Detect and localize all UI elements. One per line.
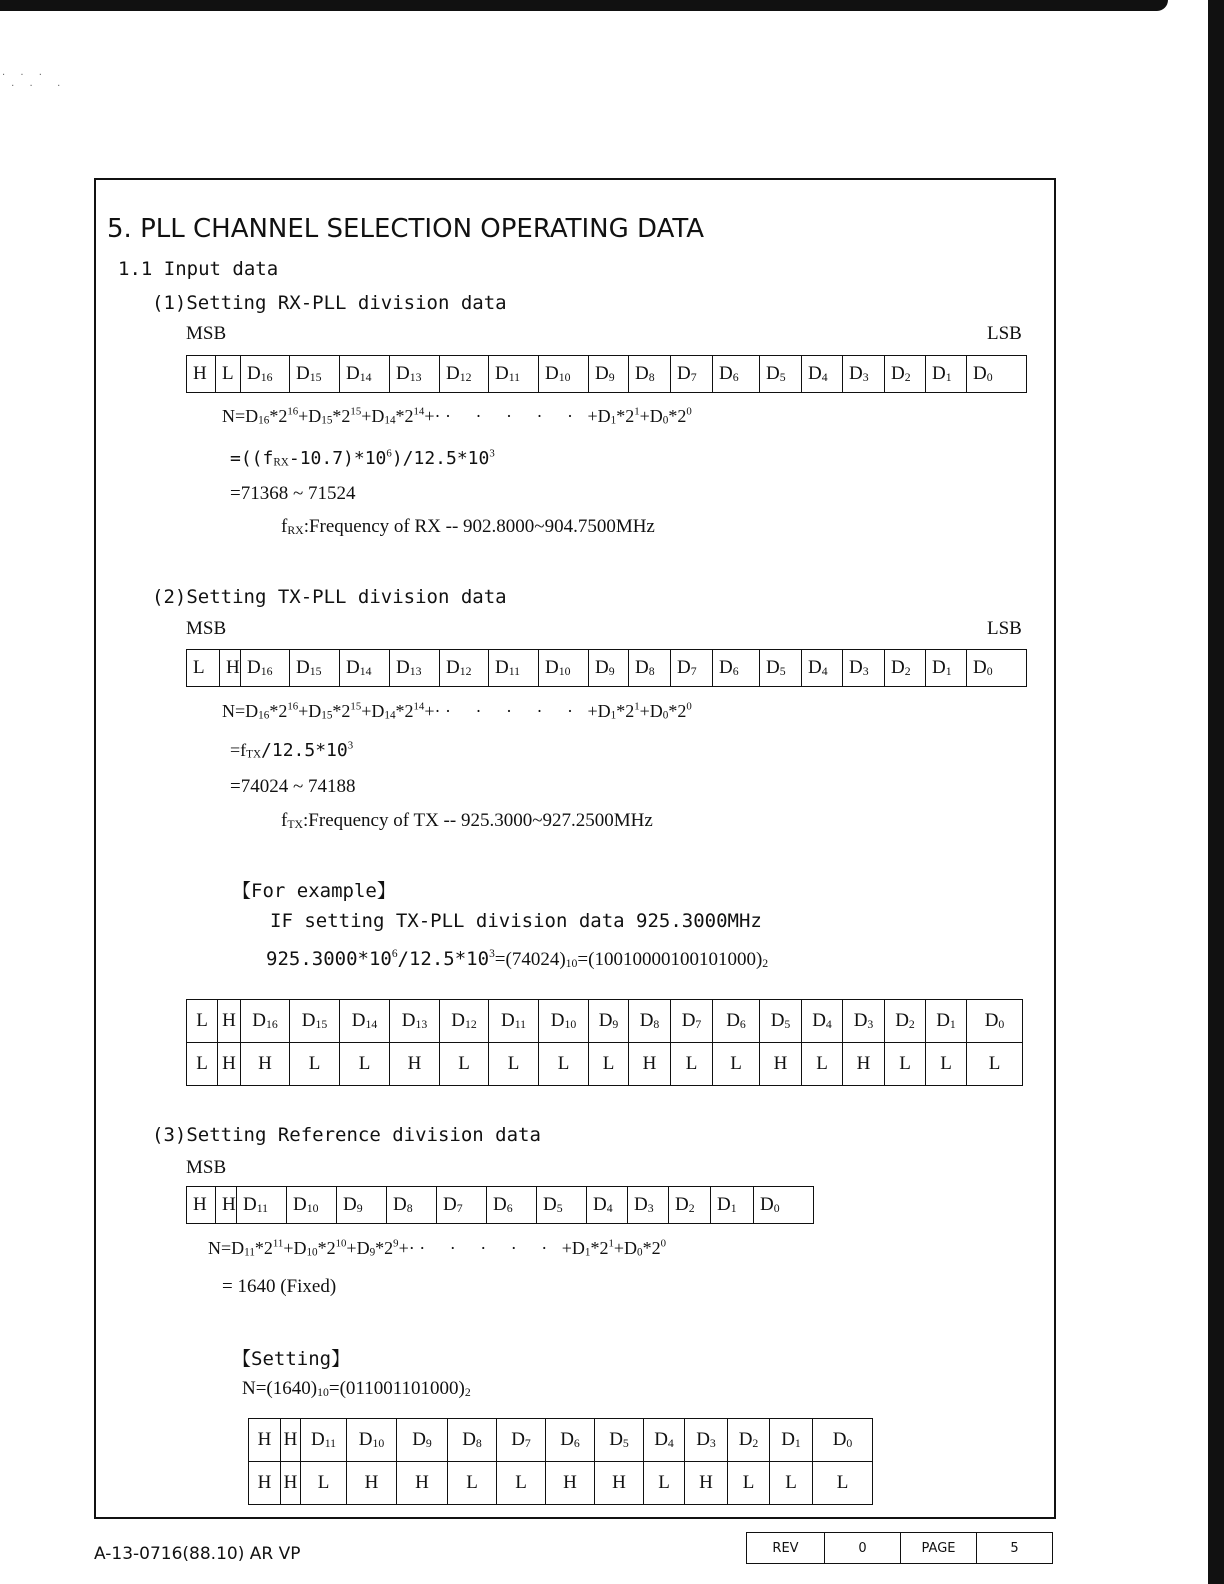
bit-cell: $D_9$ <box>337 1187 387 1224</box>
rx-frequency-note: $f_{RX}:Frequency$ of RX -- 902.8000~904.7500MHz <box>281 516 655 537</box>
bit-cell: $D_{10}$ <box>539 650 589 687</box>
bit-cell: L <box>713 1043 760 1086</box>
bit-cell: L <box>728 1462 770 1505</box>
bit-cell: L <box>489 1043 539 1086</box>
bit-cell: $D_2$ <box>728 1419 770 1462</box>
rx-lsb-label: LSB <box>987 323 1022 344</box>
page-number: 5 <box>977 1533 1053 1564</box>
bit-cell: $D_4$ <box>802 650 843 687</box>
bit-cell: $D_8$ <box>387 1187 437 1224</box>
example-line2: $925.3000*10^6/12.5*10^3=(74024)_{10}=(10010000100101000)_2$ <box>266 948 769 970</box>
bit-cell: $D_3$ <box>843 1000 885 1043</box>
rx-range: =71368 ~ 71524 <box>230 483 356 504</box>
bit-cell: $D_6$ <box>713 356 760 393</box>
bit-cell: $D_0$ <box>813 1419 873 1462</box>
bit-cell: L <box>497 1462 546 1505</box>
bit-cell: $D_0$ <box>754 1187 814 1224</box>
bit-cell: $D_{12}$ <box>440 650 489 687</box>
tx-frequency-text: :Frequency of TX -- 925.3000~927.2500MHz <box>303 810 653 831</box>
tx-range: =74024 ~ 74188 <box>230 776 356 797</box>
rx-formula-line2: $=((f_{RX}-10.7)*10^6)/12.5*10^3$ <box>230 447 495 469</box>
bit-cell: H <box>390 1043 440 1086</box>
bit-cell: H <box>218 1043 241 1086</box>
bit-cell: H <box>685 1462 728 1505</box>
rx-bit-table <box>186 355 1027 393</box>
bit-cell: H <box>546 1462 595 1505</box>
bit-cell: $D_9$ <box>589 1000 629 1043</box>
ref-msb-label: MSB <box>186 1157 227 1178</box>
bit-cell: $D_{14}$ <box>340 1000 390 1043</box>
bit-cell: $D_4$ <box>644 1419 685 1462</box>
bit-cell: $D_3$ <box>628 1187 669 1224</box>
bit-cell: $D_1$ <box>926 1000 967 1043</box>
bit-cell: L <box>644 1462 685 1505</box>
bit-cell: H <box>249 1462 281 1505</box>
ref-bit-table-wrap <box>186 1186 814 1224</box>
bit-cell: $D_7$ <box>671 356 713 393</box>
ref-setting-value-row <box>249 1462 873 1505</box>
bit-cell: $D_2$ <box>885 650 926 687</box>
bit-cell: $D_{15}$ <box>290 1000 340 1043</box>
bit-cell: H <box>241 1043 290 1086</box>
example-line1: IF setting TX-PLL division data 925.3000MHz <box>270 910 762 932</box>
bit-cell: $D_1$ <box>770 1419 813 1462</box>
bit-cell: $D_{16}$ <box>241 1000 290 1043</box>
bit-cell: $D_9$ <box>397 1419 448 1462</box>
rx-frequency-text: :Frequency of RX -- 902.8000~904.7500MHz <box>303 516 655 537</box>
bit-cell: $D_{15}$ <box>290 356 340 393</box>
example-heading: 【For example】 <box>232 880 396 902</box>
bit-cell: $D_5$ <box>760 1000 802 1043</box>
bit-cell: $D_6$ <box>487 1187 537 1224</box>
bit-cell: L <box>187 1043 218 1086</box>
rx-formula-line1: $N=D_{16}*2^{16}+D_{15}*2^{15}+D_{14}*2^{14}+\cdot$ · · · · · $+D_1*2^1+D_0*2^0$ <box>222 405 692 427</box>
bit-cell: $D_{10}$ <box>539 356 589 393</box>
form-code: A-13-0716(88.10) AR VP <box>94 1544 301 1564</box>
tx-bit-table <box>186 649 1027 687</box>
ref-fixed-value: = 1640 (Fixed) <box>222 1276 337 1297</box>
ref-setting-line: $N=(1640)_{10}=(011001101000)_2$ <box>242 1378 471 1399</box>
bit-cell: $D_{15}$ <box>290 650 340 687</box>
bit-cell: $D_{10}$ <box>539 1000 589 1043</box>
bit-cell: H <box>249 1419 281 1462</box>
bit-cell: $D_{16}$ <box>241 650 290 687</box>
bit-cell: $D_2$ <box>669 1187 711 1224</box>
bit-cell: $D_4$ <box>802 356 843 393</box>
ref-heading: (3)Setting Reference division data <box>152 1124 541 1146</box>
bit-cell: L <box>440 1043 489 1086</box>
frame-bottom-line <box>94 1517 1056 1519</box>
bit-cell: $D_5$ <box>595 1419 644 1462</box>
bit-cell: L <box>967 1043 1023 1086</box>
bit-cell: $D_4$ <box>587 1187 628 1224</box>
bit-cell: $D_6$ <box>546 1419 595 1462</box>
bit-cell: $D_{14}$ <box>340 650 390 687</box>
page-label: PAGE <box>901 1533 977 1564</box>
bit-cell: $D_8$ <box>629 650 671 687</box>
example-binary: 10010000100101000 <box>594 949 756 970</box>
bit-cell: $D_5$ <box>537 1187 587 1224</box>
bit-cell: H <box>843 1043 885 1086</box>
bit-cell: $D_8$ <box>629 1000 671 1043</box>
bit-cell: $D_{14}$ <box>340 356 390 393</box>
bit-cell: H <box>347 1462 397 1505</box>
bit-cell: L <box>216 356 241 393</box>
bit-cell: L <box>340 1043 390 1086</box>
bit-cell: H <box>629 1043 671 1086</box>
bit-cell: $D_6$ <box>713 1000 760 1043</box>
page-title: 5. PLL CHANNEL SELECTION OPERATING DATA <box>107 214 705 244</box>
bit-cell: H <box>760 1043 802 1086</box>
top-border-bar <box>0 0 1168 11</box>
ref-setting-bit-table <box>248 1418 873 1505</box>
tx-formula-line2: $=f_{TX}/12.5*10^3$ <box>230 739 354 761</box>
bit-cell: H <box>281 1462 301 1505</box>
bit-cell: $D_{12}$ <box>440 356 489 393</box>
bit-cell: $D_1$ <box>711 1187 754 1224</box>
bit-cell: $D_{11}$ <box>237 1187 287 1224</box>
rev-value: 0 <box>825 1533 901 1564</box>
tx-msb-label: MSB <box>186 618 227 639</box>
bit-cell: $D_{16}$ <box>241 356 290 393</box>
bit-cell: $D_8$ <box>448 1419 497 1462</box>
bit-cell: $D_{10}$ <box>347 1419 397 1462</box>
bit-cell: $D_{11}$ <box>489 650 539 687</box>
bit-cell: $D_6$ <box>713 650 760 687</box>
bit-cell: $D_{11}$ <box>489 1000 539 1043</box>
bit-cell: $D_1$ <box>926 356 967 393</box>
ref-decimal: 1640 <box>272 1378 311 1399</box>
bit-cell: $D_5$ <box>760 356 802 393</box>
bit-cell: H <box>187 356 216 393</box>
revision-page-box <box>746 1532 1053 1564</box>
example-bit-table <box>186 999 1023 1086</box>
right-border-bar <box>1208 0 1224 1584</box>
tx-formula-line1: $N=D_{16}*2^{16}+D_{15}*2^{15}+D_{14}*2^{14}+\cdot$ · · · · · $+D_1*2^1+D_0*2^0$ <box>222 700 692 722</box>
bit-cell: $D_{12}$ <box>440 1000 489 1043</box>
bit-cell: $D_{11}$ <box>301 1419 347 1462</box>
bit-cell: $D_{13}$ <box>390 356 440 393</box>
example-value-row <box>187 1043 1023 1086</box>
bit-cell: L <box>770 1462 813 1505</box>
tx-frequency-note: $f_{TX}:Frequency$ of TX -- 925.3000~927.2500MHz <box>281 810 653 831</box>
rx-bit-row <box>187 356 1027 393</box>
bit-cell: L <box>813 1462 873 1505</box>
section-subtitle: 1.1 Input data <box>118 258 279 280</box>
bit-cell: $D_{11}$ <box>489 356 539 393</box>
example-decimal: 74024 <box>511 949 560 970</box>
bit-cell: $D_{13}$ <box>390 1000 440 1043</box>
bit-cell: H <box>187 1187 216 1224</box>
bit-cell: L <box>539 1043 589 1086</box>
bit-cell: $D_8$ <box>629 356 671 393</box>
example-header-row <box>187 1000 1023 1043</box>
bit-cell: L <box>589 1043 629 1086</box>
bit-cell: L <box>671 1043 713 1086</box>
bit-cell: L <box>926 1043 967 1086</box>
bit-cell: $D_2$ <box>885 1000 926 1043</box>
bit-cell: $D_0$ <box>967 650 1027 687</box>
bit-cell: $D_0$ <box>967 356 1027 393</box>
tx-lsb-label: LSB <box>987 618 1022 639</box>
bit-cell: H <box>218 1000 241 1043</box>
bit-cell: L <box>187 650 220 687</box>
tx-bit-row <box>187 650 1027 687</box>
bit-cell: $D_3$ <box>685 1419 728 1462</box>
bit-cell: L <box>885 1043 926 1086</box>
bit-cell: H <box>281 1419 301 1462</box>
ref-formula-line1: $N=D_{11}*2^{11}+D_{10}*2^{10}+D_9*2^9+\cdot$ · · · · · $+D_1*2^1+D_0*2^0$ <box>208 1237 666 1259</box>
bit-cell: H <box>397 1462 448 1505</box>
bit-cell: H <box>216 1187 237 1224</box>
ref-binary: 011001101000 <box>345 1378 459 1399</box>
bit-cell: $D_{13}$ <box>390 650 440 687</box>
bit-cell: $D_7$ <box>497 1419 546 1462</box>
rx-msb-label: MSB <box>186 323 227 344</box>
rx-heading: (1)Setting RX-PLL division data <box>152 292 507 314</box>
ref-bit-table <box>186 1186 814 1224</box>
bit-cell: $D_7$ <box>671 650 713 687</box>
bit-cell: L <box>301 1462 347 1505</box>
ref-setting-heading: 【Setting】 <box>232 1348 351 1370</box>
bit-cell: L <box>290 1043 340 1086</box>
bit-cell: L <box>448 1462 497 1505</box>
bit-cell: $D_4$ <box>802 1000 843 1043</box>
bit-cell: $D_9$ <box>589 650 629 687</box>
bit-cell: L <box>802 1043 843 1086</box>
scan-specks: · · · · · · <box>2 70 67 92</box>
bit-cell: $D_{10}$ <box>287 1187 337 1224</box>
rev-label: REV <box>747 1533 825 1564</box>
bit-cell: H <box>595 1462 644 1505</box>
bit-cell: $D_0$ <box>967 1000 1023 1043</box>
ref-bit-row <box>187 1187 814 1224</box>
tx-heading: (2)Setting TX-PLL division data <box>152 586 507 608</box>
bit-cell: $D_7$ <box>671 1000 713 1043</box>
bit-cell: L <box>187 1000 218 1043</box>
bit-cell: $D_3$ <box>843 356 885 393</box>
ref-setting-header-row <box>249 1419 873 1462</box>
bit-cell: $D_2$ <box>885 356 926 393</box>
bit-cell: $D_1$ <box>926 650 967 687</box>
bit-cell: $D_7$ <box>437 1187 487 1224</box>
bit-cell: $D_9$ <box>589 356 629 393</box>
bit-cell: H <box>220 650 241 687</box>
bit-cell: $D_5$ <box>760 650 802 687</box>
bit-cell: $D_3$ <box>843 650 885 687</box>
